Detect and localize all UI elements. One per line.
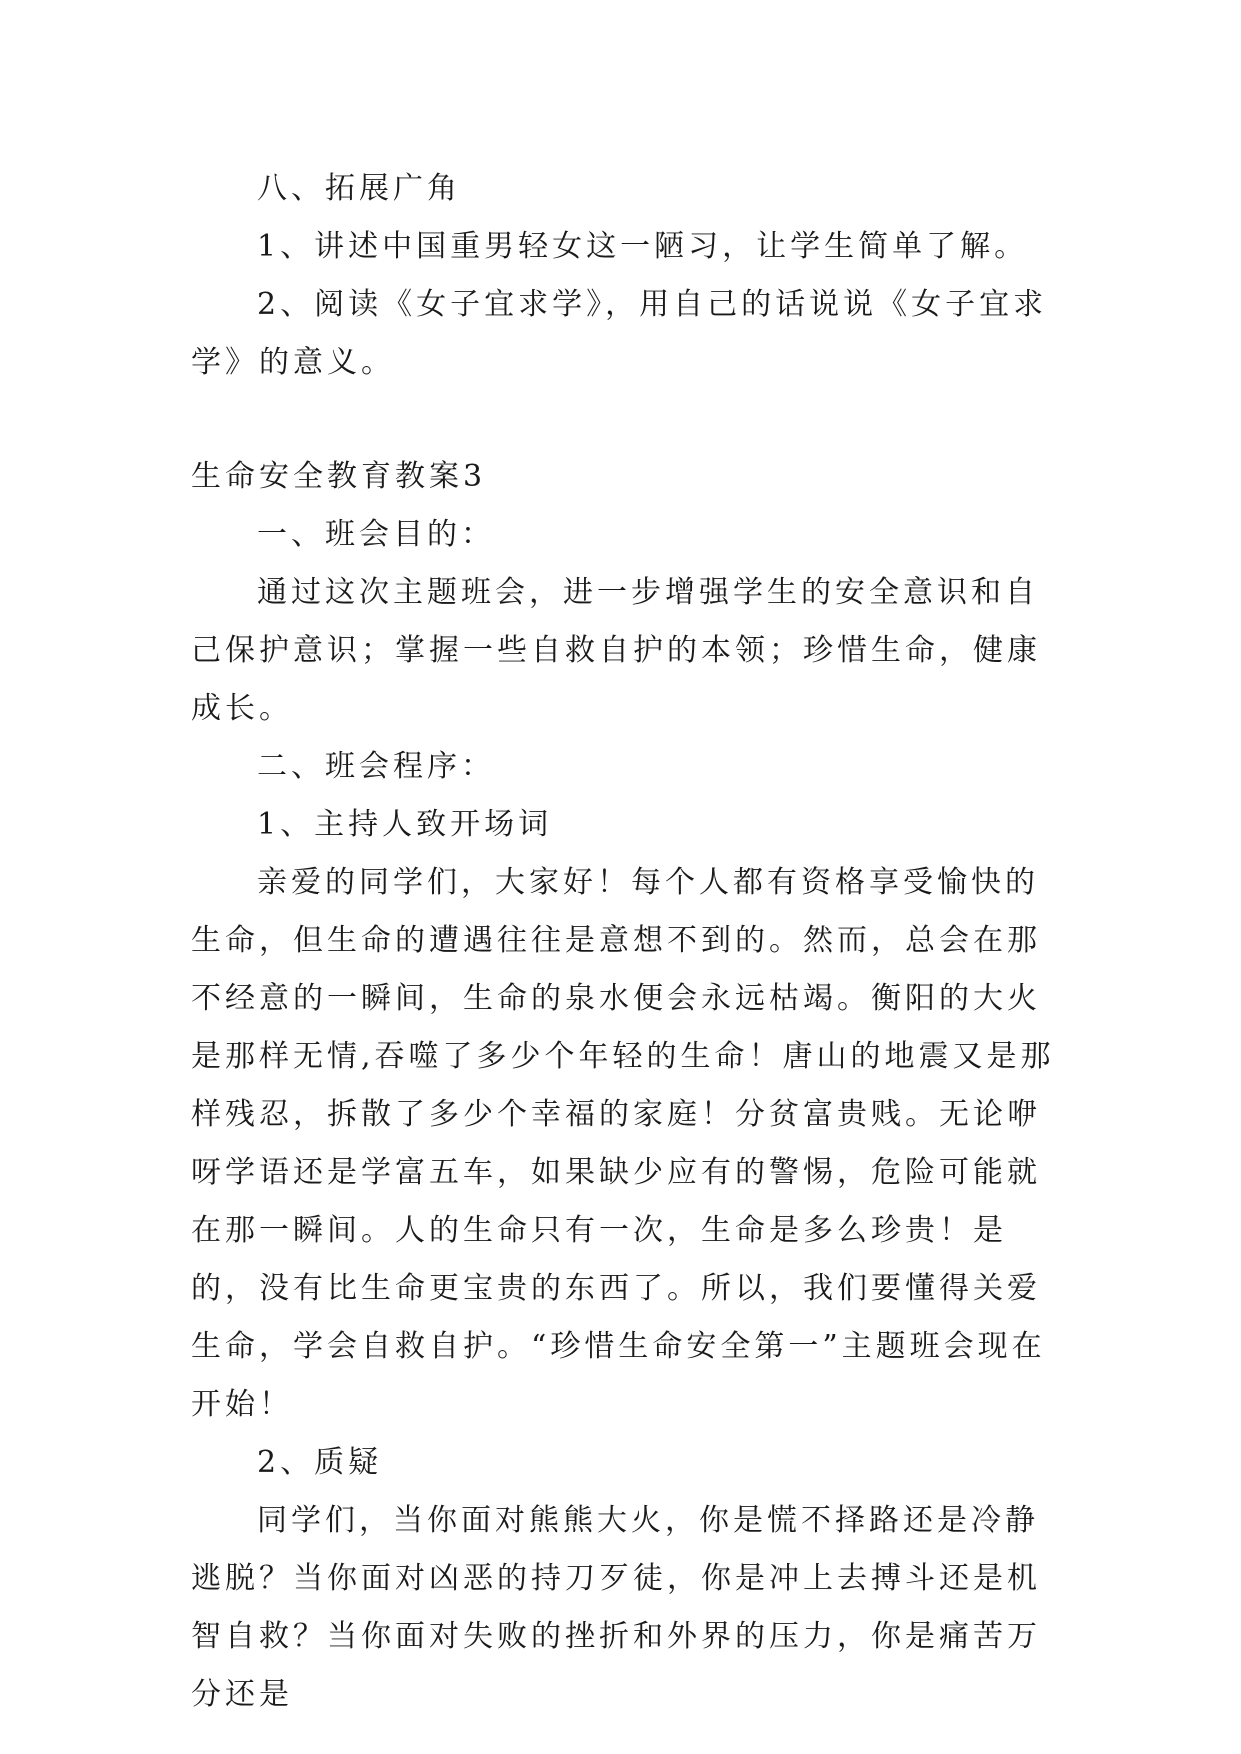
- subheading-question: 2、质疑: [257, 1445, 383, 1480]
- paragraph: 亲爱的同学们，大家好！每个人都有资格享受愉快的生命，但生命的遭遇往往是意想不到的。然而，总会在那不经意的一瞬间，生命的泉水便会永远枯竭。衡阳的大火是那样无情,吞噬了多少个年轻的生命！唐山的地震又是那样残忍，拆散了多少个幸福的家庭！分贫富贵贱。无论咿呀学语还是学富五车，如果缺少应有的警惕，危险可能就在那一瞬间。人的生命只有一次，生命是多么珍贵！是的，没有比生命更宝贵的东西了。所以，我们要懂得关爱生命，学会自救自护。“珍惜生命安全第一”主题班会现在开始！: [191, 865, 1055, 1422]
- paragraph: 同学们，当你面对熊熊大火，你是慌不择路还是冷静逃脱？当你面对凶恶的持刀歹徒，你是冲上去搏斗还是机智自救？当你面对失败的挫折和外界的压力，你是痛苦万分还是: [191, 1503, 1041, 1712]
- paragraph: 通过这次主题班会，进一步增强学生的安全意识和自己保护意识；掌握一些自救自护的本领；珍惜生命，健康成长。: [191, 575, 1041, 726]
- heading-purpose: 一、班会目的：: [257, 517, 495, 552]
- heading-procedure: 二、班会程序：: [257, 749, 495, 784]
- document-body: [191, 160, 1061, 1724]
- paragraph: 2、阅读《女子宜求学》，用自己的话说说《女子宜求学》的意义。: [191, 287, 1048, 380]
- section-title: 生命安全教育教案3: [191, 459, 487, 494]
- paragraph: 1、讲述中国重男轻女这一陋习，让学生简单了解。: [257, 229, 1029, 264]
- subheading-opening: 1、主持人致开场词: [257, 807, 553, 842]
- heading-expansion: 八、拓展广角: [257, 171, 461, 206]
